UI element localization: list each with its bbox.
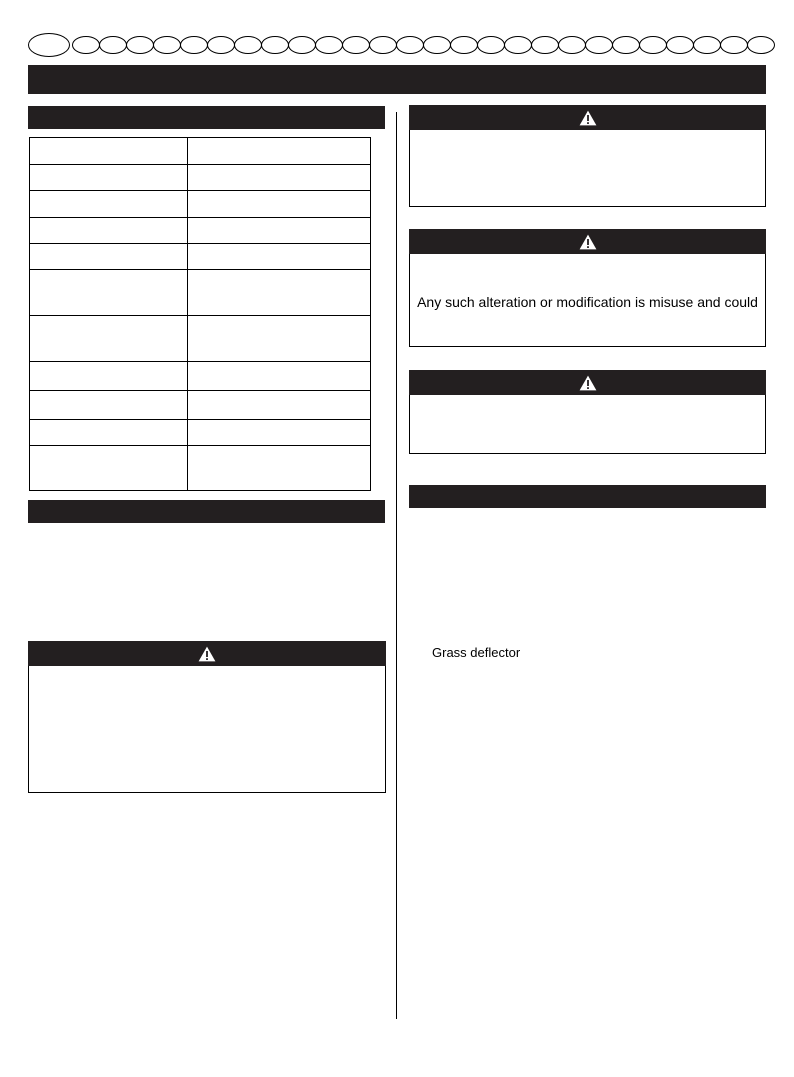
language-tab[interactable] <box>639 36 667 54</box>
warning-triangle-icon <box>579 375 597 391</box>
table-row <box>30 361 370 390</box>
warning-box-right-1 <box>409 105 766 207</box>
language-tab[interactable] <box>747 36 775 54</box>
specifications-section-header <box>28 106 385 129</box>
warning-box-left <box>28 641 386 793</box>
language-tab[interactable] <box>531 36 559 54</box>
language-tab[interactable] <box>666 36 694 54</box>
language-tab[interactable] <box>720 36 748 54</box>
warning-header <box>28 641 386 666</box>
table-row <box>30 164 370 190</box>
warning-box-right-3 <box>409 370 766 454</box>
language-tab[interactable] <box>99 36 127 54</box>
language-tab[interactable] <box>234 36 262 54</box>
table-row <box>30 243 370 269</box>
language-tab[interactable] <box>477 36 505 54</box>
language-tab[interactable] <box>504 36 532 54</box>
warning-triangle-icon <box>198 646 216 662</box>
language-tab[interactable] <box>450 36 478 54</box>
language-tab-active[interactable] <box>28 33 70 57</box>
page-title-bar <box>28 65 766 94</box>
language-tab[interactable] <box>612 36 640 54</box>
table-row <box>30 217 370 243</box>
table-row <box>30 315 370 361</box>
intended-use-section-header <box>28 500 385 523</box>
language-tab[interactable] <box>423 36 451 54</box>
components-section-header <box>409 485 766 508</box>
language-tab[interactable] <box>396 36 424 54</box>
language-tab[interactable] <box>207 36 235 54</box>
column-divider <box>396 112 397 1019</box>
warning-body-text: Any such alteration or modification is misuse and could <box>417 294 758 310</box>
table-row <box>30 269 370 315</box>
language-tab[interactable] <box>585 36 613 54</box>
language-tab[interactable] <box>693 36 721 54</box>
language-tab[interactable] <box>315 36 343 54</box>
language-tab[interactable] <box>558 36 586 54</box>
language-tab[interactable] <box>288 36 316 54</box>
warning-header <box>409 370 766 395</box>
specifications-table <box>29 137 371 491</box>
warning-box-right-2 <box>409 229 766 347</box>
language-tab[interactable] <box>180 36 208 54</box>
language-tab[interactable] <box>72 36 100 54</box>
language-tab[interactable] <box>126 36 154 54</box>
language-tab[interactable] <box>153 36 181 54</box>
table-row <box>30 138 370 164</box>
grass-deflector-label: Grass deflector <box>432 645 521 660</box>
language-tab[interactable] <box>261 36 289 54</box>
language-tabs <box>28 33 772 57</box>
language-tab[interactable] <box>369 36 397 54</box>
table-row <box>30 419 370 445</box>
warning-header <box>409 229 766 254</box>
warning-triangle-icon <box>579 110 597 126</box>
warning-triangle-icon <box>579 234 597 250</box>
table-row <box>30 190 370 217</box>
table-row <box>30 390 370 419</box>
warning-header <box>409 105 766 130</box>
language-tab[interactable] <box>342 36 370 54</box>
table-row <box>30 445 370 490</box>
